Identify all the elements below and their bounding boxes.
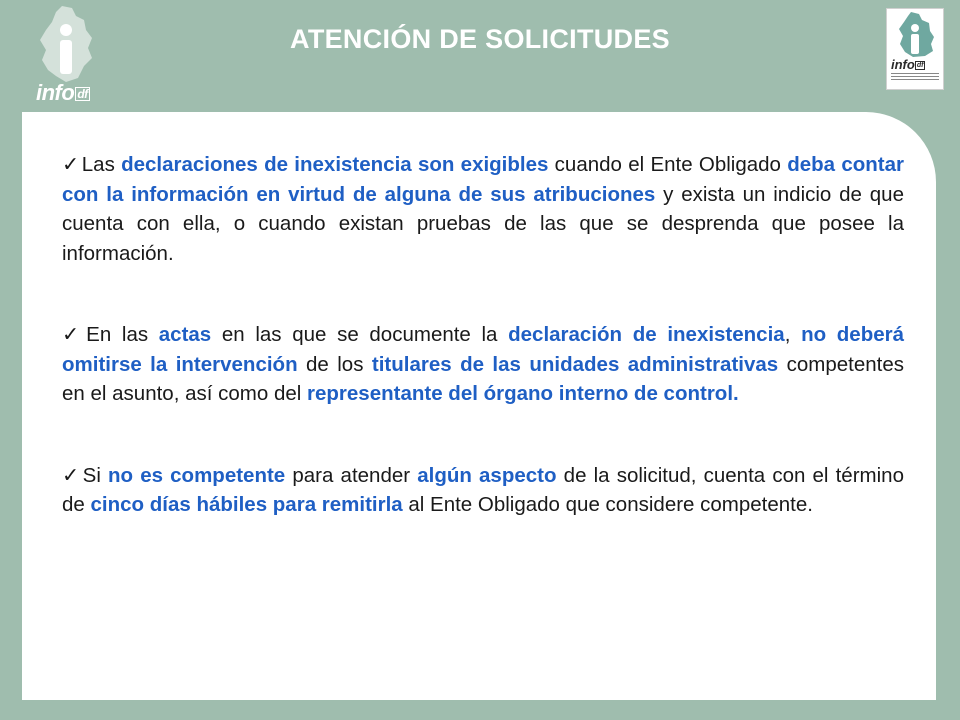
map-silhouette-icon (887, 9, 943, 59)
body-text: de la solicitud, cuenta con el término de (62, 463, 904, 516)
logo-fine-print (891, 73, 939, 85)
body-text: En las (86, 323, 159, 346)
highlighted-text: titulares de las unidades administrativas (371, 352, 779, 376)
body-text: en las que se documente la (211, 323, 509, 346)
checkmark-icon: ✓ (62, 153, 80, 176)
highlighted-text: deba contar con la información en virtud de alguna de sus atribuciones (62, 153, 904, 206)
highlighted-text: declaración de inexistencia (508, 323, 785, 346)
infodf-logo-left (26, 4, 108, 108)
body-text: al Ente Obligado que considere competente. (402, 493, 813, 516)
highlighted-text: algún aspecto (417, 463, 557, 487)
highlighted-text: no es competente (108, 463, 286, 487)
body-text: para atender (285, 463, 418, 487)
infodf-logo-right (886, 8, 944, 90)
highlighted-text: actas (158, 323, 212, 346)
body-text: cuando el Ente Obligado (548, 153, 788, 176)
highlighted-text: representante del órgano interno de control. (307, 382, 739, 405)
body-text: de los (297, 352, 372, 376)
body-text: Si (82, 463, 109, 487)
paragraph-3 (62, 461, 904, 520)
paragraph-1 (62, 150, 904, 268)
paragraph-2 (62, 320, 904, 409)
body-text: y exista un indicio de que cuenta con ella, o cuando existan pruebas de las que se desprenda que posee la información. (62, 182, 904, 265)
checkmark-icon: ✓ (62, 463, 81, 487)
body-text: competentes en el asunto, así como del (62, 352, 904, 405)
logo-left-wordmark: info df (36, 80, 88, 105)
highlighted-text: declaraciones de inexistencia son exigibles (121, 153, 549, 176)
body-text: , (784, 323, 802, 346)
highlighted-text: no deberá omitirse la intervención (62, 323, 904, 376)
body-text: Las (81, 153, 122, 176)
highlighted-text: cinco días hábiles para remitirla (90, 493, 403, 516)
logo-right-wordmark: info df (891, 57, 924, 72)
content-body (62, 150, 904, 520)
checkmark-icon: ✓ (62, 323, 85, 346)
page-title: ATENCIÓN DE SOLICITUDES (290, 24, 670, 54)
